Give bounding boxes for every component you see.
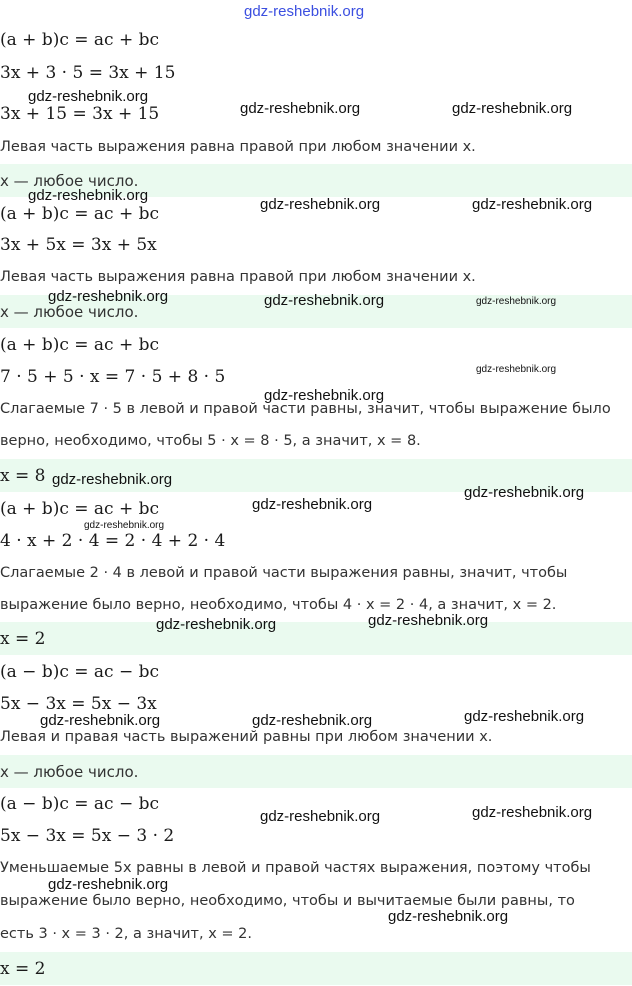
watermark: gdz-reshebnik.org bbox=[52, 471, 173, 488]
watermark: gdz-reshebnik.org bbox=[264, 387, 385, 404]
answer-text: x — любое число. bbox=[0, 171, 139, 190]
formula-line: (a − b)c = ac − bc bbox=[0, 794, 160, 814]
equation-line: 3x + 5x = 3x + 5x bbox=[0, 235, 157, 255]
watermark: gdz-reshebnik.org bbox=[252, 712, 373, 729]
watermark: gdz-reshebnik.org bbox=[28, 187, 149, 204]
watermark: gdz-reshebnik.org bbox=[388, 908, 509, 925]
equation-line: 5x − 3x = 5x − 3 · 2 bbox=[0, 826, 175, 846]
watermark: gdz-reshebnik.org bbox=[472, 196, 593, 213]
watermark: gdz-reshebnik.org bbox=[368, 612, 489, 629]
answer-text: x — любое число. bbox=[0, 762, 139, 781]
watermark: gdz-reshebnik.org bbox=[472, 804, 593, 821]
answer-text: x — любое число. bbox=[0, 302, 139, 321]
explanation-text: верно, необходимо, чтобы 5 · x = 8 · 5, а значит, x = 8. bbox=[0, 433, 421, 449]
formula-line: (a − b)c = ac − bc bbox=[0, 662, 160, 682]
watermark: gdz-reshebnik.org bbox=[252, 496, 373, 513]
answer-text: x = 8 bbox=[0, 465, 46, 486]
explanation-text: выражение было верно, необходимо, чтобы 4 · x = 2 · 4, а значит, x = 2. bbox=[0, 597, 557, 613]
watermark: gdz-reshebnik.org bbox=[48, 288, 169, 305]
watermark: gdz-reshebnik.org bbox=[48, 876, 169, 893]
explanation-text: Слагаемые 7 · 5 в левой и правой части равны, значит, чтобы выражение было bbox=[0, 401, 611, 417]
answer-text: x = 2 bbox=[0, 958, 46, 979]
watermark: gdz-reshebnik.org bbox=[156, 616, 277, 633]
equation-line: 7 · 5 + 5 · x = 7 · 5 + 8 · 5 bbox=[0, 367, 226, 387]
watermark: gdz-reshebnik.org bbox=[244, 3, 365, 20]
explanation-text: есть 3 · x = 3 · 2, а значит, x = 2. bbox=[0, 926, 253, 942]
answer-band bbox=[0, 755, 632, 788]
watermark: gdz-reshebnik.org bbox=[260, 808, 381, 825]
explanation-text: Левая и правая часть выражений равны при любом значении x. bbox=[0, 729, 493, 745]
formula-line: (a + b)c = ac + bc bbox=[0, 335, 160, 355]
formula-line: (a + b)c = ac + bc bbox=[0, 499, 160, 519]
answer-text: x = 2 bbox=[0, 628, 46, 649]
equation-line: 4 · x + 2 · 4 = 2 · 4 + 2 · 4 bbox=[0, 531, 226, 551]
explanation-text: Левая часть выражения равна правой при любом значении x. bbox=[0, 139, 476, 155]
explanation-text: Уменьшаемые 5x равны в левой и правой частях выражения, поэтому чтобы bbox=[0, 860, 591, 876]
watermark: gdz-reshebnik.org bbox=[452, 100, 573, 117]
watermark: gdz-reshebnik.org bbox=[464, 708, 585, 725]
watermark: gdz-reshebnik.org bbox=[264, 292, 385, 309]
equation-line: 3x + 15 = 3x + 15 bbox=[0, 104, 160, 124]
watermark: gdz-reshebnik.org bbox=[84, 520, 165, 531]
formula-line: (a + b)c = ac + bc bbox=[0, 204, 160, 224]
equation-line: 3x + 3 · 5 = 3x + 15 bbox=[0, 63, 176, 83]
watermark: gdz-reshebnik.org bbox=[28, 88, 149, 105]
answer-band bbox=[0, 952, 632, 985]
equation-line: 5x − 3x = 5x − 3x bbox=[0, 694, 157, 714]
explanation-text: выражение было верно, необходимо, чтобы и вычитаемые были равны, то bbox=[0, 893, 575, 909]
formula-line: (a + b)c = ac + bc bbox=[0, 30, 160, 50]
explanation-text: Левая часть выражения равна правой при любом значении x. bbox=[0, 269, 476, 285]
watermark: gdz-reshebnik.org bbox=[476, 296, 557, 307]
answer-band bbox=[0, 622, 632, 655]
watermark: gdz-reshebnik.org bbox=[476, 364, 557, 375]
watermark: gdz-reshebnik.org bbox=[240, 100, 361, 117]
watermark: gdz-reshebnik.org bbox=[40, 712, 161, 729]
explanation-text: Слагаемые 2 · 4 в левой и правой части выражения равны, значит, чтобы bbox=[0, 565, 568, 581]
watermark: gdz-reshebnik.org bbox=[464, 484, 585, 501]
watermark: gdz-reshebnik.org bbox=[260, 196, 381, 213]
